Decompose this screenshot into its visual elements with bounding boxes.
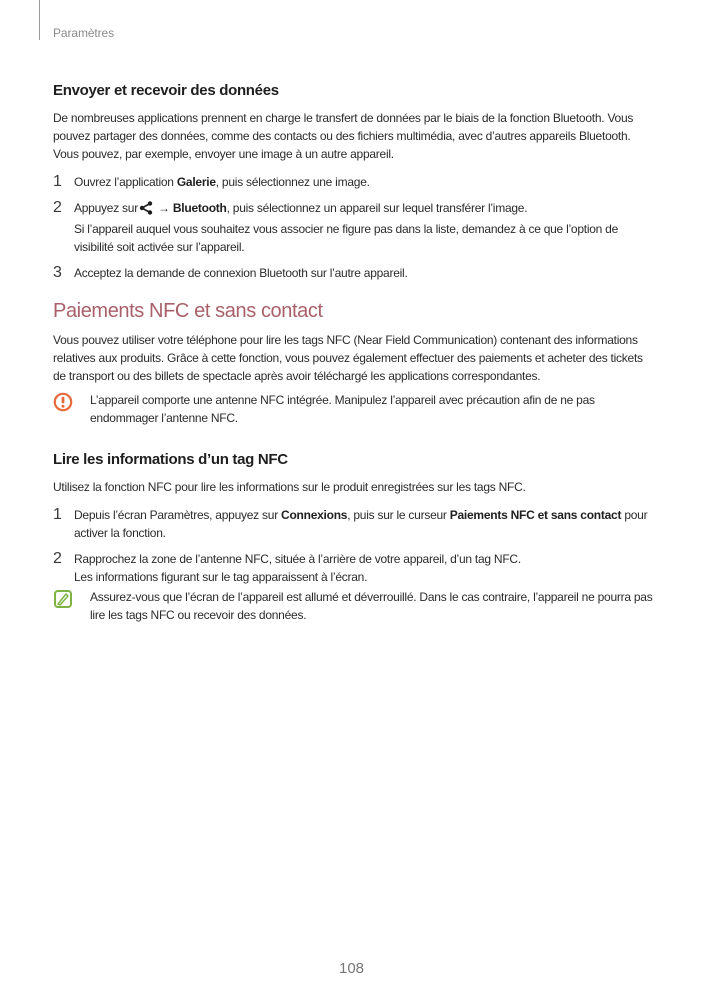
note-icon xyxy=(53,588,90,624)
step-text: Rapprochez la zone de l’antenne NFC, située à l’arrière de votre appareil, d’un tag NFC. Les informations figurant sur le tag apparaissent à l’écran. xyxy=(74,552,521,584)
step-3 xyxy=(53,264,653,282)
step-number: 1 xyxy=(53,173,62,190)
read-tag-intro: Utilisez la fonction NFC pour lire les informations sur le produit enregistrées sur les tags NFC. xyxy=(53,480,526,494)
send-receive-title: Envoyer et recevoir des données xyxy=(53,82,279,99)
step-1 xyxy=(53,173,653,191)
step-2 xyxy=(53,550,653,586)
page-content xyxy=(53,82,653,624)
step-text: Appuyez sur → Bluetooth, puis sélectionnez un appareil sur lequel transférer l’image. Si l’appareil auquel vous souhaitez vous associer ne figure pas dans la liste, demandez à ce que l’option de visibilité soit activée sur l’appareil. xyxy=(74,201,619,254)
page-number: 108 xyxy=(338,960,365,977)
step-number: 2 xyxy=(53,199,62,216)
send-steps xyxy=(53,173,653,282)
section-label: Paramètres xyxy=(53,26,115,40)
read-tag-title: Lire les informations d’un tag NFC xyxy=(53,451,288,468)
step-number: 2 xyxy=(53,550,62,567)
send-receive-intro: De nombreuses applications prennent en charge le transfert de données par le biais de la fonction Bluetooth. Vous pouvez partager des données, comme des contacts ou des fichiers multimédia, avec d’autres appareils Bluetooth. Vous pouvez, par exemple, envoyer une image à un autre appareil. xyxy=(53,111,634,161)
nfc-intro: Vous pouvez utiliser votre téléphone pour lire les tags NFC (Near Field Communication) contenant des informations relatives aux produits. Grâce à cette fonction, vous pouvez également effectuer des paiements et acheter des tickets de transport ou des billets de spectacle après avoir téléchargé les applications correspondantes. xyxy=(53,333,643,383)
step-1 xyxy=(53,506,653,542)
nfc-payment-title: Paiements NFC et sans contact xyxy=(53,300,323,322)
step-text: Acceptez la demande de connexion Bluetooth sur l’autre appareil. xyxy=(74,266,408,280)
step-text: Depuis l’écran Paramètres, appuyez sur Connexions, puis sur le curseur Paiements NFC et sans contact pour activer la fonction. xyxy=(74,508,648,540)
read-steps xyxy=(53,506,653,586)
caution-text: L’appareil comporte une antenne NFC intégrée. Manipulez l’appareil avec précaution afin de ne pas endommager l’antenne NFC. xyxy=(90,393,595,425)
step-number: 3 xyxy=(53,264,62,281)
note-text: Assurez-vous que l’écran de l’appareil est allumé et déverrouillé. Dans le cas contraire, l’appareil ne pourra pas lire les tags NFC ou recevoir des données. xyxy=(90,590,653,622)
header-rule xyxy=(39,0,40,40)
step-number: 1 xyxy=(53,506,62,523)
step-2 xyxy=(53,199,653,256)
caution-note xyxy=(53,391,653,427)
share-icon xyxy=(139,201,153,220)
step-text: Ouvrez l’application Galerie, puis sélectionnez une image. xyxy=(74,175,370,189)
info-note xyxy=(53,588,653,624)
caution-icon xyxy=(53,391,90,427)
